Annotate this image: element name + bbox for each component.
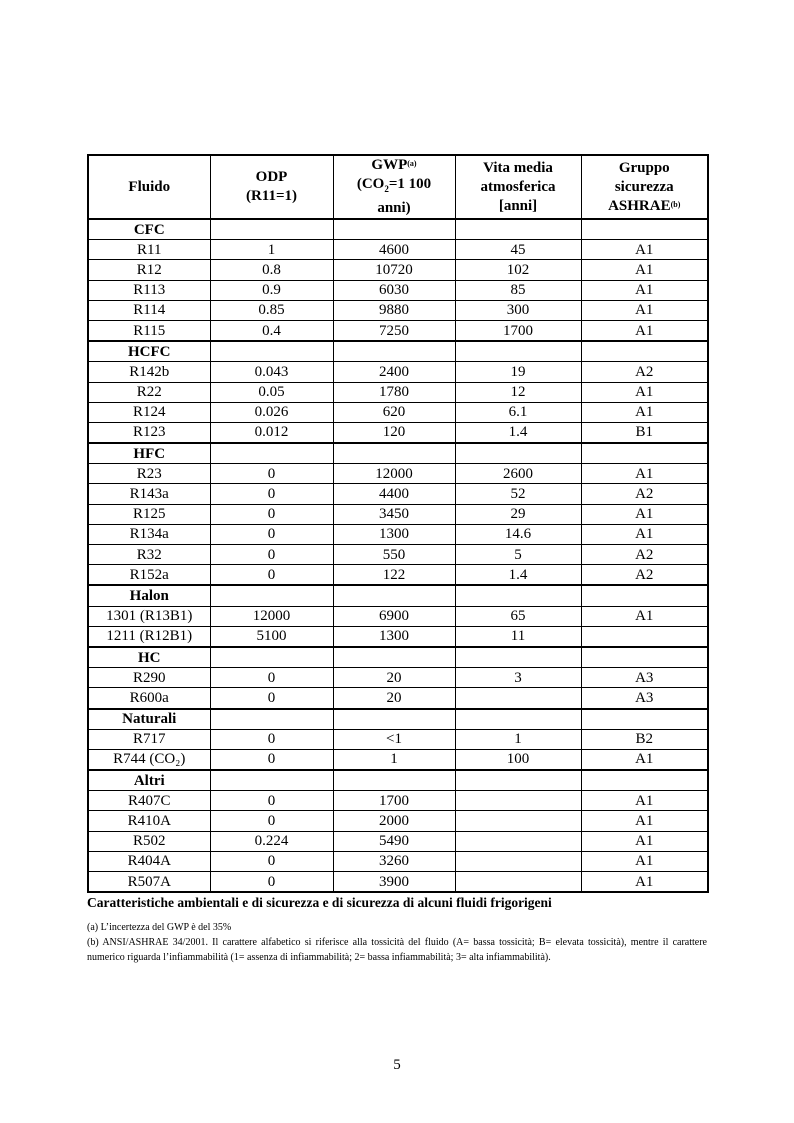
group-row: [88, 770, 708, 791]
cell-fluido: R125: [88, 504, 210, 524]
table-row: [88, 565, 708, 586]
cell-gwp: <1: [333, 729, 455, 749]
cell-odp: 5100: [210, 626, 333, 647]
group-empty-cell: [581, 443, 708, 464]
cell-gruppo: A1: [581, 240, 708, 260]
cell-fluido: R744 (CO₂): [88, 749, 210, 770]
table-row: [88, 484, 708, 504]
cell-odp: 0.043: [210, 362, 333, 382]
group-empty-cell: [210, 341, 333, 362]
cell-vita-media: 45: [455, 240, 581, 260]
group-empty-cell: [333, 341, 455, 362]
cell-fluido: R123: [88, 422, 210, 443]
cell-gwp: 4400: [333, 484, 455, 504]
table-row: [88, 851, 708, 871]
cell-odp: 0: [210, 851, 333, 871]
cell-vita-media: 5: [455, 545, 581, 565]
cell-gruppo: A1: [581, 504, 708, 524]
table-row: [88, 872, 708, 893]
cell-fluido: R407C: [88, 791, 210, 811]
group-row: [88, 585, 708, 606]
header-vita-media: Vita media atmosferica [anni]: [455, 155, 581, 219]
cell-gruppo: B1: [581, 422, 708, 443]
cell-vita-media: 102: [455, 260, 581, 280]
cell-vita-media: 19: [455, 362, 581, 382]
table-header-row: [88, 155, 708, 219]
cell-gwp: 1300: [333, 524, 455, 544]
group-empty-cell: [333, 585, 455, 606]
cell-odp: 0.224: [210, 831, 333, 851]
cell-vita-media: 1700: [455, 320, 581, 341]
cell-gruppo: A1: [581, 300, 708, 320]
table-row: [88, 729, 708, 749]
cell-gruppo: A2: [581, 545, 708, 565]
cell-fluido: R717: [88, 729, 210, 749]
cell-gwp: 550: [333, 545, 455, 565]
cell-gwp: 10720: [333, 260, 455, 280]
cell-fluido: R507A: [88, 872, 210, 893]
cell-odp: 0: [210, 668, 333, 688]
cell-vita-media: 29: [455, 504, 581, 524]
table-body: [88, 219, 708, 892]
cell-gruppo: A1: [581, 402, 708, 422]
cell-gwp: 1780: [333, 382, 455, 402]
table-row: [88, 382, 708, 402]
cell-odp: 0: [210, 749, 333, 770]
cell-gwp: 2000: [333, 811, 455, 831]
cell-gwp: 20: [333, 668, 455, 688]
cell-gwp: 3900: [333, 872, 455, 893]
table-row: [88, 831, 708, 851]
table-row: [88, 606, 708, 626]
cell-gruppo: A1: [581, 606, 708, 626]
group-empty-cell: [581, 647, 708, 668]
footnote-a: (a) L’incertezza del GWP è del 35%: [87, 922, 232, 933]
table-row: [88, 422, 708, 443]
cell-gruppo: A1: [581, 524, 708, 544]
cell-odp: 0: [210, 791, 333, 811]
group-empty-cell: [210, 647, 333, 668]
cell-gwp: 2400: [333, 362, 455, 382]
header-odp: ODP (R11=1): [210, 155, 333, 219]
cell-fluido: R134a: [88, 524, 210, 544]
table-caption: Caratteristiche ambientali e di sicurezza e di sicurezza di alcuni fluidi frigorigeni: [87, 895, 552, 910]
cell-gwp: 122: [333, 565, 455, 586]
header-gwp: GWP$^{(a)}$ ($CO_2=1$ 100 anni): [333, 155, 455, 219]
cell-vita-media: [455, 872, 581, 893]
table-row: [88, 688, 708, 709]
cell-odp: 0: [210, 565, 333, 586]
group-label: HC: [88, 647, 210, 668]
cell-gruppo: A1: [581, 791, 708, 811]
cell-gruppo: A1: [581, 811, 708, 831]
group-label: Altri: [88, 770, 210, 791]
group-empty-cell: [333, 770, 455, 791]
table-row: [88, 811, 708, 831]
group-empty-cell: [210, 709, 333, 730]
cell-gwp: 12000: [333, 464, 455, 484]
table-row: [88, 240, 708, 260]
cell-gwp: 5490: [333, 831, 455, 851]
cell-vita-media: 6.1: [455, 402, 581, 422]
cell-odp: 0.85: [210, 300, 333, 320]
cell-gruppo: A1: [581, 382, 708, 402]
cell-gwp: 20: [333, 688, 455, 709]
cell-odp: 0: [210, 811, 333, 831]
cell-fluido: R290: [88, 668, 210, 688]
group-empty-cell: [333, 709, 455, 730]
cell-vita-media: 300: [455, 300, 581, 320]
group-row: [88, 341, 708, 362]
table-row: [88, 749, 708, 770]
cell-gruppo: A1: [581, 320, 708, 341]
table-row: [88, 280, 708, 300]
cell-odp: 0: [210, 484, 333, 504]
cell-fluido: R143a: [88, 484, 210, 504]
cell-gruppo: A1: [581, 464, 708, 484]
cell-vita-media: [455, 811, 581, 831]
cell-odp: 12000: [210, 606, 333, 626]
cell-fluido: R23: [88, 464, 210, 484]
cell-gwp: 3260: [333, 851, 455, 871]
table-row: [88, 626, 708, 647]
cell-odp: 0.012: [210, 422, 333, 443]
cell-gruppo: A1: [581, 831, 708, 851]
cell-odp: 0.05: [210, 382, 333, 402]
group-empty-cell: [455, 647, 581, 668]
cell-fluido: 1211 (R12B1): [88, 626, 210, 647]
cell-fluido: R22: [88, 382, 210, 402]
cell-gruppo: A2: [581, 484, 708, 504]
cell-gwp: 1300: [333, 626, 455, 647]
cell-gwp: 1: [333, 749, 455, 770]
table-row: [88, 402, 708, 422]
cell-fluido: R124: [88, 402, 210, 422]
group-empty-cell: [210, 219, 333, 240]
cell-gwp: 620: [333, 402, 455, 422]
group-row: [88, 647, 708, 668]
cell-fluido: 1301 (R13B1): [88, 606, 210, 626]
group-label: Naturali: [88, 709, 210, 730]
footnote-b: (b) ANSI/ASHRAE 34/2001. Il carattere alfabetico si riferisce alla tossicità del fluido (A= bassa tossicità; B= elevata tossicità), mentre il carattere numerico riguarda l’infiammabilità (1= assenza di infiammabilità; 2= bassa infiammabilità; 3= alta infiammabilità).: [87, 937, 707, 963]
group-empty-cell: [455, 585, 581, 606]
group-empty-cell: [333, 219, 455, 240]
cell-fluido: R12: [88, 260, 210, 280]
cell-fluido: R113: [88, 280, 210, 300]
cell-vita-media: [455, 831, 581, 851]
cell-odp: 0.026: [210, 402, 333, 422]
cell-fluido: R410A: [88, 811, 210, 831]
cell-fluido: R142b: [88, 362, 210, 382]
cell-fluido: R115: [88, 320, 210, 341]
cell-odp: 0.9: [210, 280, 333, 300]
header-fluido: Fluido: [88, 155, 210, 219]
cell-vita-media: 1.4: [455, 422, 581, 443]
group-empty-cell: [581, 585, 708, 606]
group-label: Halon: [88, 585, 210, 606]
cell-vita-media: 14.6: [455, 524, 581, 544]
cell-gwp: 3450: [333, 504, 455, 524]
group-empty-cell: [455, 709, 581, 730]
table-row: [88, 464, 708, 484]
cell-vita-media: 65: [455, 606, 581, 626]
group-empty-cell: [210, 443, 333, 464]
group-empty-cell: [210, 770, 333, 791]
table-row: [88, 791, 708, 811]
group-empty-cell: [581, 341, 708, 362]
header-gruppo-sicurezza: Gruppo sicurezza ASHRAE$^{(b)}$: [581, 155, 708, 219]
cell-gruppo: [581, 626, 708, 647]
cell-gwp: 4600: [333, 240, 455, 260]
cell-fluido: R114: [88, 300, 210, 320]
cell-gwp: 1700: [333, 791, 455, 811]
group-row: [88, 219, 708, 240]
refrigerants-table: [87, 154, 709, 893]
cell-odp: 1: [210, 240, 333, 260]
cell-fluido: R502: [88, 831, 210, 851]
cell-odp: 0: [210, 688, 333, 709]
cell-vita-media: 85: [455, 280, 581, 300]
group-label: CFC: [88, 219, 210, 240]
cell-gruppo: A1: [581, 749, 708, 770]
cell-vita-media: 1: [455, 729, 581, 749]
cell-gruppo: A3: [581, 688, 708, 709]
cell-vita-media: 100: [455, 749, 581, 770]
group-label: HFC: [88, 443, 210, 464]
cell-gruppo: A1: [581, 260, 708, 280]
footnotes: [87, 920, 707, 965]
cell-gwp: 9880: [333, 300, 455, 320]
table-row: [88, 668, 708, 688]
table-row: [88, 300, 708, 320]
group-row: [88, 709, 708, 730]
cell-vita-media: 3: [455, 668, 581, 688]
group-empty-cell: [333, 443, 455, 464]
cell-vita-media: [455, 851, 581, 871]
cell-odp: 0: [210, 504, 333, 524]
cell-fluido: R404A: [88, 851, 210, 871]
cell-odp: 0: [210, 545, 333, 565]
cell-gruppo: A1: [581, 851, 708, 871]
cell-odp: 0.8: [210, 260, 333, 280]
group-empty-cell: [455, 770, 581, 791]
group-row: [88, 443, 708, 464]
group-empty-cell: [581, 709, 708, 730]
cell-gwp: 7250: [333, 320, 455, 341]
cell-vita-media: 1.4: [455, 565, 581, 586]
group-empty-cell: [210, 585, 333, 606]
group-label: HCFC: [88, 341, 210, 362]
cell-gruppo: B2: [581, 729, 708, 749]
cell-odp: 0.4: [210, 320, 333, 341]
cell-fluido: R152a: [88, 565, 210, 586]
group-empty-cell: [455, 443, 581, 464]
cell-vita-media: 11: [455, 626, 581, 647]
cell-odp: 0: [210, 464, 333, 484]
cell-odp: 0: [210, 872, 333, 893]
cell-fluido: R11: [88, 240, 210, 260]
group-empty-cell: [333, 647, 455, 668]
group-empty-cell: [455, 341, 581, 362]
group-empty-cell: [581, 219, 708, 240]
table-row: [88, 260, 708, 280]
table-row: [88, 504, 708, 524]
cell-gwp: 120: [333, 422, 455, 443]
page-number: 5: [393, 1057, 401, 1073]
group-empty-cell: [455, 219, 581, 240]
table-row: [88, 545, 708, 565]
cell-fluido: R32: [88, 545, 210, 565]
cell-odp: 0: [210, 729, 333, 749]
table-row: [88, 524, 708, 544]
cell-gruppo: A3: [581, 668, 708, 688]
cell-gruppo: A2: [581, 362, 708, 382]
cell-gwp: 6030: [333, 280, 455, 300]
cell-gruppo: A1: [581, 872, 708, 893]
cell-odp: 0: [210, 524, 333, 544]
cell-fluido: R600a: [88, 688, 210, 709]
cell-vita-media: 2600: [455, 464, 581, 484]
group-empty-cell: [581, 770, 708, 791]
table-row: [88, 362, 708, 382]
cell-vita-media: 52: [455, 484, 581, 504]
cell-gwp: 6900: [333, 606, 455, 626]
cell-gruppo: A1: [581, 280, 708, 300]
cell-vita-media: 12: [455, 382, 581, 402]
cell-gruppo: A2: [581, 565, 708, 586]
cell-vita-media: [455, 688, 581, 709]
cell-vita-media: [455, 791, 581, 811]
table-row: [88, 320, 708, 341]
